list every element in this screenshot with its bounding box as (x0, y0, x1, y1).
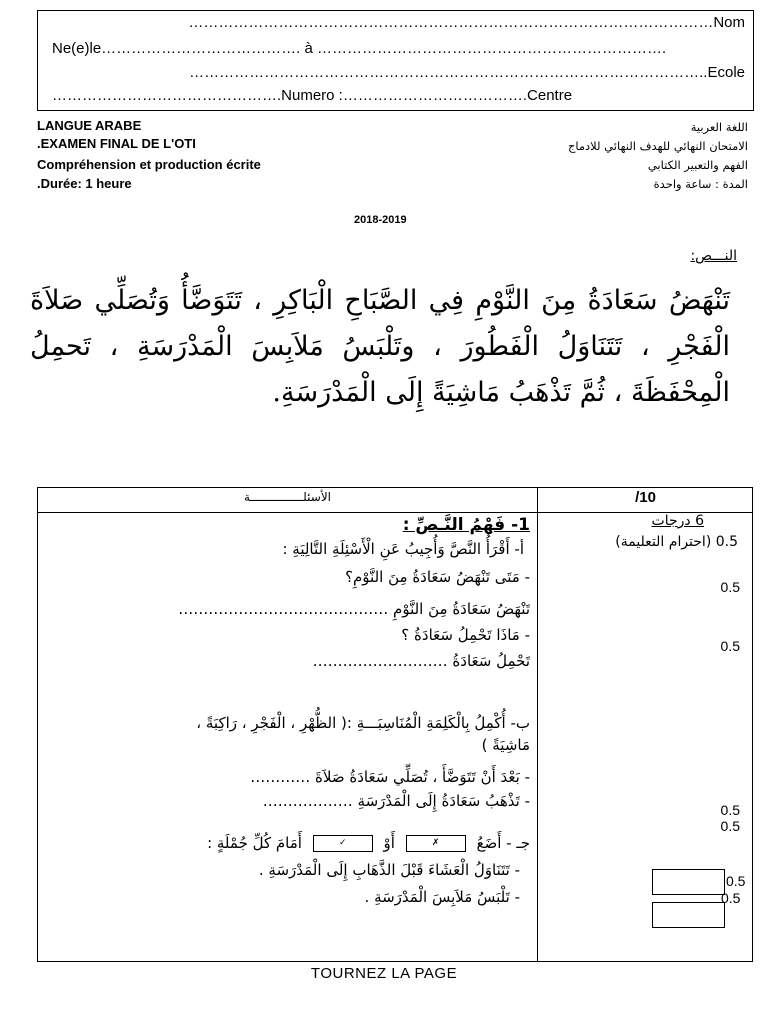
question-1-score: 0.5 (720, 579, 740, 595)
centre-field[interactable]: ……………………………………….Numero :……………………………….Centre (52, 87, 573, 104)
exam-ar: الامتحان النهائي للهدف النهائي للادماج (567, 139, 748, 153)
question-2-score: 0.5 (720, 638, 740, 654)
instruction-points: 0.5 (احترام التعليمة) (615, 534, 738, 550)
question-c-suffix: أَمَامَ كُلِّ جُمْلَةٍ : (207, 834, 302, 852)
question-2: - مَاذَا تَحْمِلُ سَعَادَةُ ؟ (401, 626, 530, 644)
answer-box-1[interactable] (652, 869, 725, 895)
answer-line-1[interactable]: تَنْهَضُ سَعَادَةُ مِنَ النَّوْمِ …………………………………… (178, 600, 530, 618)
section1-title: 1- فَهْمُ النَّـصِّ : (402, 515, 530, 535)
question-4[interactable]: - تَذْهَبُ سَعَادَةُ إِلَى الْمَدْرَسَةِ ……………… (262, 792, 530, 810)
section1-points: 6 درجات (651, 513, 704, 529)
birth-field[interactable]: Ne(e)le…………………………………. à ……………………………………………………………. (52, 40, 667, 57)
question-a-instruction: أ- أَقْرَأُ النَّصَّ وَأُجِيبُ عَنِ الْأَسْئِلَةِ التَّالِيَةِ : (282, 540, 524, 558)
subject-fr: LANGUE ARABE (37, 118, 142, 133)
candidate-info-box (37, 10, 754, 111)
passage-body: تَنْهَضُ سَعَادَةُ مِنَ النَّوْمِ فِي الصَّبَاحِ الْبَاكِرِ ، تَتَوَضَّأُ وَتُصَلِّي صَلاَةَ الْفَجْرِ ، تَتَنَاوَلُ الْفَطُورَ ، وتَلْبَسُ مَلاَبِسَ الْمَدْرَسَةِ ، تَحمِلُ الْمِحْفَظَةَ ، ثُمَّ تَذْهَبُ مَاشِيَةً إِلَى الْمَدْرَسَةِ. (30, 285, 730, 408)
sentence-2: - تَلْبَسُ مَلاَبِسَ الْمَدْرَسَةِ . (364, 888, 520, 906)
score-column-header: /10 (635, 489, 656, 506)
section-ar: الفهم والتعبير الكتابي (647, 158, 748, 172)
school-field[interactable]: …………………………………………………………………………………………..Ecole (189, 64, 745, 81)
exam-fr: .EXAMEN FINAL DE L'OTI (37, 136, 196, 151)
question-b-options-end: مَاشِيَةً ) (481, 736, 530, 754)
correct-mark-box: ✓ (313, 835, 373, 852)
passage-title: النـــص: (690, 248, 737, 264)
answer-box-2[interactable] (652, 902, 725, 928)
column-divider (537, 488, 538, 961)
school-year: 2018-2019 (354, 214, 407, 226)
question-1: - مَتَى تَنْهَضُ سَعَادَةُ مِنَ النَّوْمِ؟ (345, 568, 530, 586)
sentence-1: - تَتَنَاوَلُ الْعَشَاءَ قَبْلَ الذَّهَابِ إِلَى الْمَدْرَسَةِ . (258, 861, 520, 879)
question-b-instruction: ب- أُكْمِلُ بِالْكَلِمَةِ الْمُنَاسِبَـــةِ :( الظُّهْرِ ، الْفَجْرِ ، رَاكِبَةً ، (196, 714, 530, 732)
question-c-instruction (207, 834, 530, 852)
question-c-or: أَوْ (383, 834, 395, 852)
name-field[interactable]: ……………………………………………………………………………………………Nom (188, 14, 745, 31)
duration-ar: المدة : ساعة واحدة (653, 177, 748, 191)
wrong-mark-box: ✗ (406, 835, 466, 852)
question-3-score: 0.5 (720, 802, 740, 818)
sentence-1-score: 0.5 (726, 873, 746, 889)
sentence-2-score: 0.5 (721, 890, 741, 906)
question-c-prefix: جـ - أَضَعُ (476, 834, 530, 852)
answer-line-2[interactable]: تَحْمِلُ سَعَادَةُ ……………………… (312, 652, 530, 670)
turn-page-note: TOURNEZ LA PAGE (310, 965, 458, 982)
exercise-table (37, 487, 753, 962)
questions-column-header: الأسئلـــــــــــــــة (244, 490, 331, 504)
header-divider (38, 512, 752, 513)
question-4-score: 0.5 (720, 818, 740, 834)
subject-ar: اللغة العربية (690, 120, 748, 134)
question-3[interactable]: - بَعْدَ أَنْ تَتَوَضَّأَ ، تُصَلِّي سَعَادَةُ صَلاَةَ ………… (250, 768, 530, 786)
duration-fr: .Durée: 1 heure (37, 176, 132, 191)
section-fr: Compréhension et production écrite (37, 157, 261, 172)
